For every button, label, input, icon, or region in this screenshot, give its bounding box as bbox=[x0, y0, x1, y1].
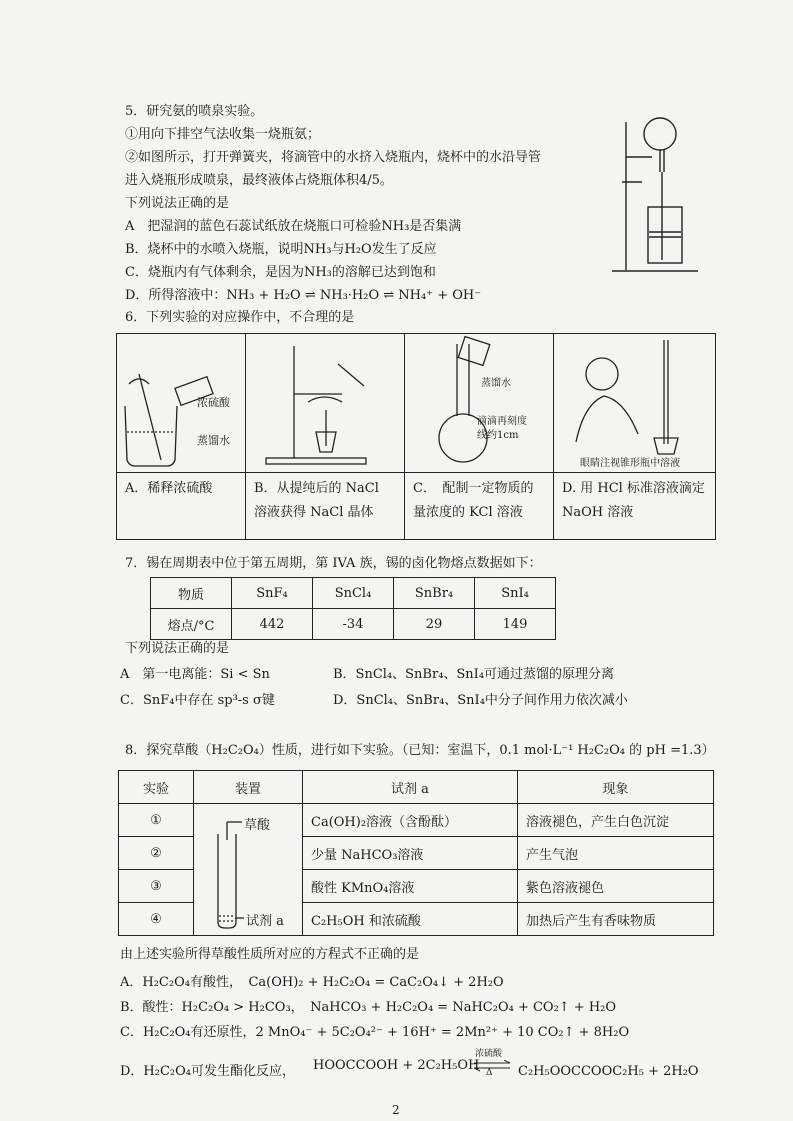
q8-table bbox=[118, 770, 714, 936]
q5-step1: ①用向下排空气法收集一烧瓶氨； bbox=[125, 127, 321, 142]
q6-figure-a bbox=[117, 334, 246, 473]
q7-option-d: D．SnCl₄、SnBr₄、SnI₄中分子间作用力依次减小 bbox=[333, 693, 628, 708]
q7-cell: 熔点/°C bbox=[151, 609, 232, 640]
q5-step2a: ②如图所示，打开弹簧夹，将滴管中的水挤入烧瓶内，烧杯中的水沿导管 bbox=[125, 150, 542, 165]
q8-cell: ② bbox=[119, 837, 194, 870]
q6-figure-d bbox=[554, 334, 716, 473]
q8-option-d-label: D．H₂C₂O₄可发生酯化反应， bbox=[120, 1064, 295, 1079]
q8-header-cell: 现象 bbox=[518, 771, 714, 804]
q7-prompt: 下列说法正确的是 bbox=[125, 641, 230, 656]
q8-option-c: C．H₂C₂O₄有还原性，2 MnO₄⁻ + 5C₂O₄²⁻ + 16H⁺ = 2Mn²⁺ + 10 CO₂↑ + 8H₂O bbox=[120, 1025, 630, 1040]
q8-option-d-condition-top: 浓硫酸 bbox=[475, 1049, 503, 1059]
q6-option-b: B．从提纯后的 NaCl 溶液获得 NaCl 晶体 bbox=[246, 473, 405, 540]
label-oxalic-acid: 草酸 bbox=[244, 818, 271, 833]
q8-header-cell: 试剂 a bbox=[303, 771, 518, 804]
q8-cell: 加热后产生有香味物质 bbox=[518, 903, 714, 936]
q7-cell: 442 bbox=[232, 609, 313, 640]
q8-cell: Ca(OH)₂溶液（含酚酞） bbox=[303, 804, 518, 837]
q8-cell: ④ bbox=[119, 903, 194, 936]
q8-option-d-products: C₂H₅OOCCOOC₂H₅ + 2H₂O bbox=[518, 1064, 699, 1079]
q8-cell: 产生气泡 bbox=[518, 837, 714, 870]
q7-title: 7．锡在周期表中位于第五周期，第 IVA 族，锡的卤化物熔点数据如下： bbox=[125, 556, 542, 571]
q7-header-cell: SnF₄ bbox=[232, 578, 313, 609]
q7-option-b: B．SnCl₄、SnBr₄、SnI₄可通过蒸馏的原理分离 bbox=[333, 667, 615, 682]
q8-option-d-reactants: HOOCCOOH + 2C₂H₅OH bbox=[313, 1058, 480, 1073]
q5-option-d: D．所得溶液中：NH₃ + H₂O ⇌ NH₃·H₂O ⇌ NH₄⁺ + OH⁻ bbox=[125, 288, 482, 303]
q5-prompt: 下列说法正确的是 bbox=[125, 196, 230, 211]
q6-table bbox=[116, 333, 716, 540]
q8-option-a: A．H₂C₂O₄有酸性， Ca(OH)₂ + H₂C₂O₄ = CaC₂O₄↓ + 2H₂O bbox=[120, 975, 504, 990]
q5-step2b: 进入烧瓶形成喷泉，最终液体占烧瓶体积4/5。 bbox=[125, 173, 393, 188]
q6-option-d: D. 用 HCl 标准溶液滴定 NaOH 溶液 bbox=[554, 473, 716, 540]
q8-option-d-condition-bottom: Δ bbox=[486, 1068, 493, 1078]
fountain-apparatus-figure bbox=[612, 112, 702, 277]
q5-title: 5．研究氨的喷泉实验。 bbox=[125, 104, 264, 119]
label-conc-acid: 浓硫酸 bbox=[197, 396, 230, 409]
q7-cell: -34 bbox=[313, 609, 394, 640]
label-distilled-water: 蒸馏水 bbox=[197, 434, 230, 447]
label-titration: 眼睛注视锥形瓶中溶液 bbox=[580, 458, 680, 469]
q8-cell: C₂H₅OH 和浓硫酸 bbox=[303, 903, 518, 936]
q8-header-cell: 实验 bbox=[119, 771, 194, 804]
q8-cell: 紫色溶液褪色 bbox=[518, 870, 714, 903]
q7-header-cell: SnBr₄ bbox=[394, 578, 475, 609]
label-line-1cm: 线约1cm bbox=[477, 430, 519, 441]
q6-option-a: A．稀释浓硫酸 bbox=[117, 473, 246, 540]
q5-option-a: A 把湿润的蓝色石蕊试纸放在烧瓶口可检验NH₃是否集满 bbox=[125, 219, 462, 234]
q6-figure-b bbox=[246, 334, 405, 473]
label-distilled-water-c: 蒸馏水 bbox=[481, 378, 511, 389]
q8-prompt: 由上述实验所得草酸性质所对应的方程式不正确的是 bbox=[120, 947, 420, 962]
q8-cell: 酸性 KMnO₄溶液 bbox=[303, 870, 518, 903]
q8-cell: 少量 NaHCO₃溶液 bbox=[303, 837, 518, 870]
q5-option-b: B．烧杯中的水喷入烧瓶，说明NH₃与H₂O发生了反应 bbox=[125, 242, 437, 257]
label-reagent-a: 试剂 a bbox=[246, 914, 284, 929]
label-dropper: 滴滴再刻度 bbox=[477, 416, 527, 427]
q5-option-c: C．烧瓶内有气体剩余，是因为NH₃的溶解已达到饱和 bbox=[125, 265, 436, 280]
q8-header-row bbox=[119, 771, 714, 804]
q7-cell: 29 bbox=[394, 609, 475, 640]
q8-header-cell: 装置 bbox=[194, 771, 303, 804]
q7-data-row bbox=[151, 609, 556, 640]
q7-option-c: C．SnF₄中存在 sp³-s σ键 bbox=[120, 693, 275, 708]
q6-figure-c bbox=[405, 334, 554, 473]
q7-header-cell: SnCl₄ bbox=[313, 578, 394, 609]
q7-header-cell: SnI₄ bbox=[475, 578, 556, 609]
q6-title: 6．下列实验的对应操作中，不合理的是 bbox=[125, 310, 355, 325]
q8-title: 8．探究草酸（H₂C₂O₄）性质，进行如下实验。（已知：室温下，0.1 mol·L⁻¹ H₂C₂O₄ 的 pH =1.3） bbox=[125, 743, 715, 758]
q7-cell: 149 bbox=[475, 609, 556, 640]
q7-header-cell: 物质 bbox=[151, 578, 232, 609]
q7-header-row bbox=[151, 578, 556, 609]
q7-table bbox=[150, 577, 556, 640]
page-number: 2 bbox=[392, 1103, 400, 1117]
q8-cell: 溶液褪色，产生白色沉淀 bbox=[518, 804, 714, 837]
q8-option-b: B．酸性：H₂C₂O₄ > H₂CO₃， NaHCO₃ + H₂C₂O₄ = NaHC₂O₄ + CO₂↑ + H₂O bbox=[120, 1000, 617, 1015]
q7-option-a: A 第一电离能：Si < Sn bbox=[120, 667, 270, 682]
q6-option-c: C． 配制一定物质的量浓度的 KCl 溶液 bbox=[405, 473, 554, 540]
q8-apparatus-cell bbox=[194, 804, 303, 936]
q8-cell: ③ bbox=[119, 870, 194, 903]
q8-cell: ① bbox=[119, 804, 194, 837]
q8-row bbox=[119, 804, 714, 837]
